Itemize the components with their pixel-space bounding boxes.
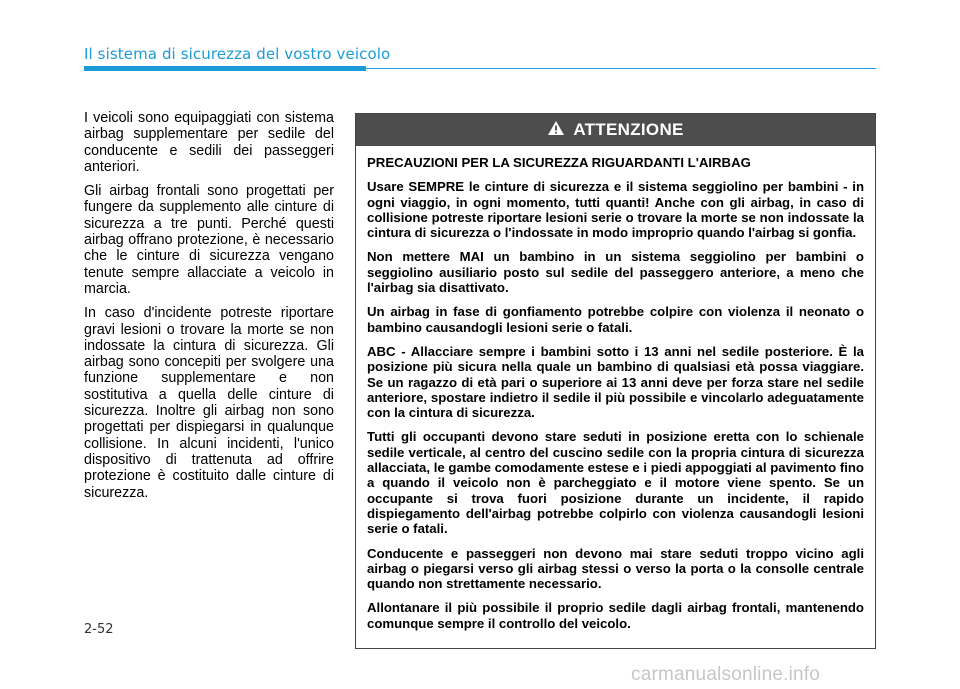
warning-heading: PRECAUZIONI PER LA SICUREZZA RIGUARDANTI L'AIRBAG [367,155,751,170]
warning-body [356,146,875,631]
body-text-column [84,110,334,509]
page-number: 2-52 [84,622,114,637]
header-rule-thick [84,66,366,71]
warning-paragraph: Usare SEMPRE le cinture di sicurezza e il sistema seggiolino per bambini - in ogni viaggio, in ogni momento, tutti quanti! Anche con gli airbag, in caso di collisione potreste riportare lesioni serie o trovare la morte se non indossate la cintura di sicurezza o l'indossate in modo improprio quando l'airbag si gonfia. [367,179,864,241]
warning-paragraph: Non mettere MAI un bambino in un sistema seggiolino per bambini o seggiolino ausiliario posto sul sedile del passeggero anteriore, a meno che l'airbag sia disattivato. [367,249,864,296]
body-paragraph: In caso d'incidente potreste riportare gravi lesioni o trovare la morte se non indossate la cintura di sicurezza. Gli airbag sono concepiti per svolgere una funzione supplementare e non sostitutiva a quella delle cinture di sicurezza. Inoltre gli airbag non sono progettati per dispiegarsi in qualunque collisione. In alcuni incidenti, l'unico dispositivo di trattenuta ad offrire protezione è costituito dalle cinture di sicurezza. [84,305,334,501]
body-paragraph: I veicoli sono equipaggiati con sistema airbag supplementare per sedile del conducente e sedili dei passeggeri anteriori. [84,110,334,175]
warning-paragraph: Un airbag in fase di gonfiamento potrebbe colpire con violenza il neonato o bambino causandogli lesioni serie o fatali. [367,304,864,335]
watermark: carmanualsonline.info [631,664,821,685]
warning-paragraph: ABC - Allacciare sempre i bambini sotto i 13 anni nel sedile posteriore. È la posizione più sicura nella quale un bambino di qualsiasi età possa viaggiare. Se un ragazzo di età pari o superiore ai 13 anni deve per forza stare nel sedile anteriore, spostare indietro il sedile il più possibile e vincolarlo adeguatamente con la cintura di sicurezza. [367,343,864,421]
warning-box [355,113,876,649]
warning-paragraph: Conducente e passeggeri non devono mai stare seduti troppo vicino agli airbag o piegarsi verso gli airbag stessi o verso la porta o la consolle centrale quando non strettamente necessario. [367,545,864,592]
warning-title: ATTENZIONE [573,120,684,139]
header-rule-thin [366,68,876,69]
warning-paragraph: Allontanare il più possibile il proprio sedile dagli airbag frontali, mantenendo comunque sempre il controllo del veicolo. [367,600,864,631]
warning-triangle-icon [547,120,573,141]
warning-paragraph: Tutti gli occupanti devono stare seduti in posizione eretta con lo schienale sedile verticale, al centro del cuscino sedile con la propria cintura di sicurezza allacciata, le gambe comodamente estese e i piedi appoggiati al pavimento fino a quando il veicolo non è parcheggiato e il motore viene spento. Se un occupante si trova fuori posizione durante un incidente, il rapido dispiegamento dell'airbag potrebbe colpirlo con violenza causandogli lesioni serie o fatali. [367,429,864,537]
warning-header [356,114,875,146]
body-paragraph: Gli airbag frontali sono progettati per fungere da supplemento alle cinture di sicurezza a tre punti. Perché questi airbag offrano protezione, è necessario che le cinture di sicurezza vengano tenute sempre allacciate a veicolo in marcia. [84,183,334,297]
section-title: Il sistema di sicurezza del vostro veicolo [84,45,391,63]
